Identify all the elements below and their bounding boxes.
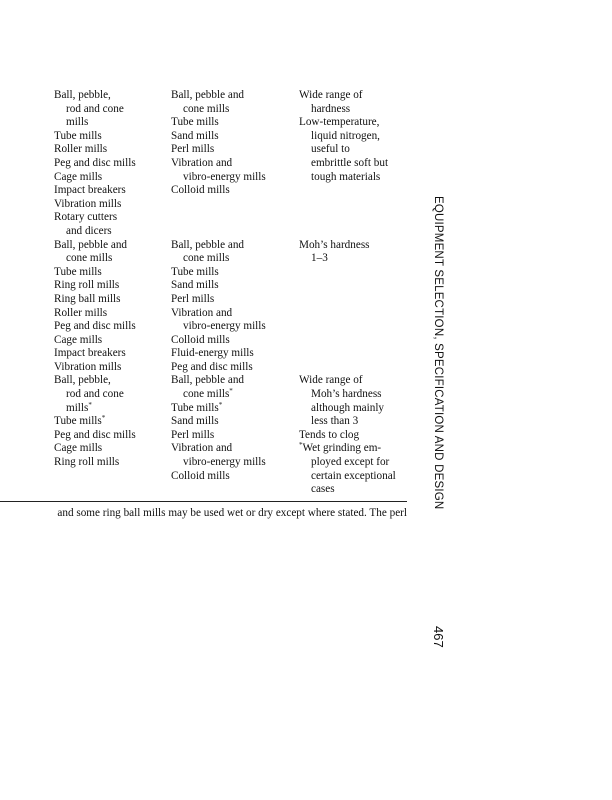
table-cell-line: hardness <box>311 102 351 115</box>
table-cell-line: Vibration mills <box>54 197 122 210</box>
table-cell-line: embrittle soft but <box>311 156 389 169</box>
table-cell-line: rod and cone <box>66 388 124 401</box>
table-cell-line: Tends to clog <box>299 428 360 441</box>
table-cell-line: Rotary cutters <box>54 211 118 224</box>
table-cell-line: Vibration and <box>171 306 233 319</box>
table-cell-line <box>299 279 411 293</box>
page-number: 467 <box>431 626 446 648</box>
table-cell-line <box>299 225 411 239</box>
table-cell-line: Moh’s hardness <box>311 388 382 401</box>
table-cell-line <box>299 198 411 212</box>
table-cell-line <box>299 361 411 375</box>
table-cell-line: Tube mills <box>54 129 102 142</box>
table-cell-line: liquid nitrogen, <box>311 129 380 142</box>
table-cell-line: Roller mills <box>54 306 108 319</box>
table-cell-line: Colloid mills <box>171 333 230 346</box>
table-cell-line: Fluid-energy mills <box>171 347 254 360</box>
table-cell-line <box>299 211 411 225</box>
table-cell-line: vibro-energy mills <box>183 320 266 333</box>
table-cell-line: Ball, pebble, <box>54 374 111 387</box>
table-cell-line <box>171 211 299 225</box>
table-cell-line: Cage mills <box>54 333 103 346</box>
table-cell-line: Moh’s hardness <box>299 238 370 251</box>
table-cell-line: Vibration and <box>171 156 233 169</box>
table-cell-line: Sand mills <box>171 129 219 142</box>
table-cell-line: Perl mills <box>171 428 215 441</box>
table-cell-line: *Wet grinding em- <box>299 441 382 455</box>
table-cell-line: Impact breakers <box>54 184 126 197</box>
table-cell-line: Ball, pebble and <box>171 89 245 101</box>
table-cell-line: cone mills <box>183 252 230 265</box>
table-cell-line: Tube mills* <box>54 414 106 428</box>
table-cell-line: vibro-energy mills <box>183 456 266 469</box>
table-cell-line: Peg and disc mills <box>54 156 136 169</box>
table-cell-line: Ball, pebble, <box>54 89 111 101</box>
table-cell-line: Tube mills <box>54 265 102 278</box>
table-cell-line: Cage mills <box>54 442 103 455</box>
table-cell-line: mills* <box>66 400 92 414</box>
table-cell-line: Colloid mills <box>171 184 230 197</box>
table-cell-line: cone mills* <box>183 387 233 401</box>
table-cell-line: Perl mills <box>171 292 215 305</box>
table-cell-line: Wide range of <box>299 374 363 387</box>
table-bottom-rule <box>0 501 407 502</box>
table-column-remarks <box>299 89 411 497</box>
table-cell-line <box>299 320 411 334</box>
table-cell-line: certain exceptional <box>311 469 396 482</box>
table-cell-line <box>299 334 411 348</box>
table-cell-line: Peg and disc mills <box>54 320 136 333</box>
table-cell-line <box>299 266 411 280</box>
table-cell-line: Perl mills <box>171 143 215 156</box>
table-cell-line: Tube mills* <box>171 400 223 414</box>
table-cell-line: Ring ball mills <box>54 292 121 305</box>
table-cell-line: Ring roll mills <box>54 456 120 469</box>
table-cell-line: although mainly <box>311 401 385 414</box>
table-cell-line <box>299 184 411 198</box>
table-cell-line: ployed except for <box>311 456 390 469</box>
table-cell-line: Ball, pebble and <box>171 374 245 387</box>
table-cell-line: Roller mills <box>54 143 108 156</box>
table-cell-line: Low-temperature, <box>299 116 380 129</box>
table-cell-line: Tube mills <box>171 116 219 129</box>
table-cell-line: tough materials <box>311 170 381 183</box>
table-cell-line: Wide range of <box>299 89 363 101</box>
table-cell-line: Vibration mills <box>54 360 122 373</box>
table-cell-line: and dicers <box>66 224 112 237</box>
table-column-mill-types-b <box>171 89 299 483</box>
table-cell-line: 1–3 <box>311 252 328 265</box>
table-cell-line: Impact breakers <box>54 347 126 360</box>
table-cell-line <box>299 307 411 321</box>
table-cell-line: Colloid mills <box>171 469 230 482</box>
table-cell-line: cone mills <box>183 102 230 115</box>
table-cell-line: Cage mills <box>54 170 103 183</box>
table-cell-line: less than 3 <box>311 415 359 428</box>
table-cell-line <box>171 225 299 239</box>
running-head: EQUIPMENT SELECTION, SPECIFICATION AND DESIGN <box>432 196 444 510</box>
table-cell-line: Vibration and <box>171 442 233 455</box>
table-cell-line: vibro-energy mills <box>183 170 266 183</box>
table-cell-line: cases <box>311 483 335 496</box>
table-cell-line: Ball, pebble and <box>54 238 128 251</box>
table-cell-line: mills <box>66 116 89 129</box>
table-column-mill-types-a <box>54 89 172 470</box>
table-cell-line <box>171 198 299 212</box>
table-cell-line: Ball, pebble and <box>171 238 245 251</box>
table-cell-line: cone mills <box>66 252 113 265</box>
table-cell-line <box>299 293 411 307</box>
table-cell-line: useful to <box>311 143 350 156</box>
table-cell-line: Tube mills <box>171 265 219 278</box>
table-cell-line: rod and cone <box>66 102 124 115</box>
table-cell-line: Peg and disc mills <box>171 360 253 373</box>
table-cell-line <box>299 347 411 361</box>
table-cell-line: Ring roll mills <box>54 279 120 292</box>
table-cell-line: Sand mills <box>171 279 219 292</box>
table-footnote: and some ring ball mills may be used wet or dry except where stated. The perl <box>57 507 407 519</box>
table-cell-line: Sand mills <box>171 415 219 428</box>
table-cell-line: Peg and disc mills <box>54 428 136 441</box>
